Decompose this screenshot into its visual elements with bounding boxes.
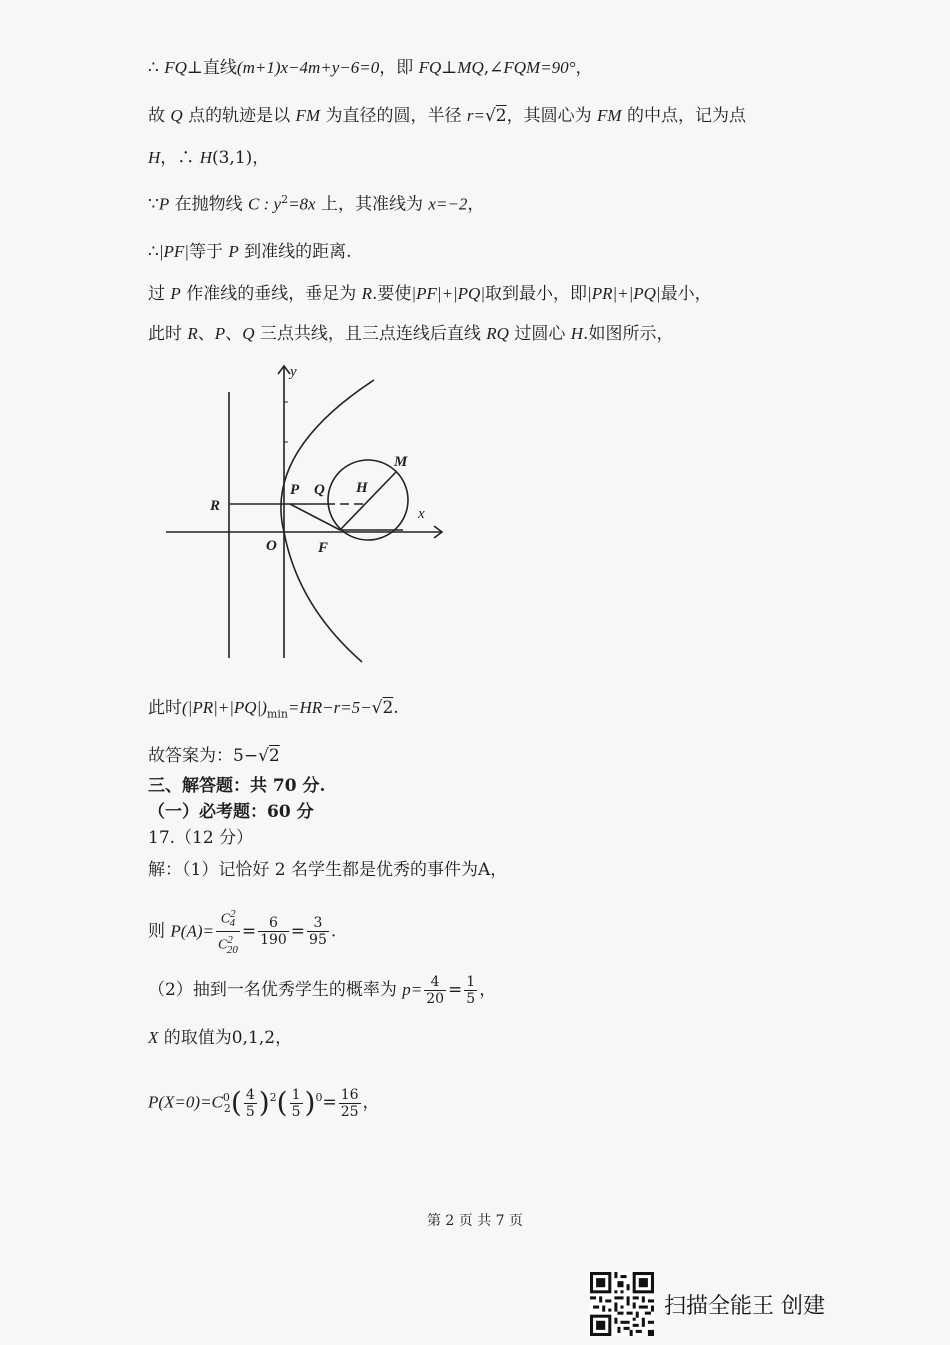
fraction bbox=[216, 906, 240, 958]
text: 则 bbox=[148, 921, 171, 942]
text: = bbox=[290, 921, 306, 942]
text: = bbox=[448, 980, 463, 1000]
math: 2 bbox=[495, 106, 507, 126]
fraction bbox=[339, 1087, 361, 1120]
text-line-6 bbox=[148, 282, 712, 306]
text: 最小， bbox=[660, 284, 712, 304]
math: Q bbox=[242, 324, 255, 343]
qr-code-icon bbox=[590, 1272, 654, 1336]
text: ，其圆心为 bbox=[506, 106, 598, 126]
label-h: H bbox=[356, 480, 368, 496]
diameter-fm bbox=[340, 472, 396, 530]
math: P(A)= bbox=[170, 921, 214, 941]
text: 点的轨迹是以 bbox=[182, 106, 296, 126]
text: ， bbox=[467, 194, 485, 215]
label-y: y bbox=[290, 364, 297, 380]
fraction bbox=[464, 974, 477, 1007]
text: 的取值为 bbox=[158, 1028, 232, 1048]
text: 作准线的垂线，垂足为 bbox=[180, 284, 362, 304]
text: ， bbox=[479, 980, 497, 1000]
text: ∵ bbox=[148, 194, 159, 215]
parabola-circle-figure bbox=[160, 362, 450, 667]
text: 故答案为： bbox=[148, 746, 233, 766]
text: ， bbox=[362, 1092, 380, 1113]
math: R bbox=[187, 324, 198, 343]
math: 4 bbox=[245, 1086, 255, 1103]
math: |PF| bbox=[158, 242, 189, 261]
fraction bbox=[424, 974, 446, 1007]
math: P bbox=[228, 242, 239, 261]
math: FM bbox=[597, 106, 622, 125]
text-line-2: 故 Q 点的轨迹是以 FM 为直径的圆，半径 r=√2，其圆心为 FM 的中点，记为点 bbox=[148, 106, 746, 126]
math: H bbox=[148, 148, 161, 167]
math: Q bbox=[170, 106, 183, 125]
math: 1 bbox=[291, 1086, 301, 1103]
math: 2 bbox=[382, 698, 394, 718]
subscript: min bbox=[266, 707, 288, 721]
text-line-3 bbox=[148, 146, 269, 170]
text: .要使 bbox=[372, 284, 412, 304]
text: 在抛物线 bbox=[169, 194, 249, 215]
math: P bbox=[170, 284, 181, 303]
text: 此时 bbox=[148, 698, 182, 718]
math: 95 bbox=[309, 932, 327, 949]
math: |PR|+|PQ| bbox=[587, 284, 661, 303]
fraction bbox=[290, 1087, 303, 1120]
text: ， bbox=[252, 148, 270, 168]
superscript: 2 bbox=[227, 934, 233, 947]
math: RQ bbox=[486, 324, 509, 343]
scanner-watermark bbox=[590, 1272, 825, 1336]
math: 190 bbox=[260, 932, 287, 949]
math: 5 bbox=[291, 1103, 301, 1120]
math: 3 bbox=[307, 915, 329, 932]
superscript: 2 bbox=[269, 1091, 277, 1104]
text: . bbox=[393, 698, 399, 718]
label-m: M bbox=[394, 454, 408, 470]
parabola-curve bbox=[281, 380, 374, 662]
math: FQ bbox=[164, 58, 187, 77]
math: C bbox=[217, 938, 228, 954]
text: 、 bbox=[225, 324, 243, 344]
subscript: 4 bbox=[229, 917, 236, 930]
math: H bbox=[199, 148, 212, 167]
subsection-heading bbox=[148, 800, 314, 824]
label-x: x bbox=[418, 506, 425, 522]
text: 到准线的距离. bbox=[238, 242, 352, 262]
text: ，即 bbox=[379, 58, 419, 78]
text-line-15 bbox=[148, 970, 496, 1010]
text: . bbox=[330, 921, 337, 942]
text: 三点共线，且三点连线后直线 bbox=[254, 324, 487, 344]
label-p: P bbox=[290, 482, 300, 498]
text: （一）必考题：60 分 bbox=[148, 802, 314, 822]
text: ⊥直线 bbox=[186, 58, 237, 78]
math: 20 bbox=[426, 991, 445, 1007]
math: =8x bbox=[288, 194, 316, 214]
text-line-9: 故答案为：5−√2 bbox=[148, 746, 280, 766]
math: FM bbox=[295, 106, 321, 125]
math: ∠FQM=90° bbox=[489, 58, 576, 77]
math: |PF|+|PQ| bbox=[411, 284, 486, 303]
math: (m+1)x−4m+y−6=0 bbox=[236, 58, 380, 77]
label-q: Q bbox=[314, 482, 325, 498]
text: ∴ bbox=[148, 242, 159, 262]
superscript: 0 bbox=[315, 1091, 323, 1104]
math: x=−2 bbox=[428, 194, 468, 214]
math: =HR−r=5− bbox=[287, 698, 372, 717]
text: = bbox=[322, 1092, 337, 1113]
math: (|PR|+|PQ|) bbox=[182, 698, 267, 717]
math: 0,1,2 bbox=[231, 1028, 276, 1048]
text-line-5 bbox=[148, 240, 352, 264]
fraction bbox=[307, 915, 329, 948]
text: 故 bbox=[148, 106, 171, 126]
text-line-13 bbox=[148, 858, 507, 882]
math: 25 bbox=[340, 1103, 359, 1120]
text: 为直径的圆，半径 bbox=[320, 106, 467, 126]
text-line-14 bbox=[148, 906, 336, 958]
math: 5 bbox=[466, 991, 476, 1007]
text-line-17: $P(X=0)=C^0_2$( $\frac{4}{5}$ )$^2$( $\frac{1}{5}$ )$^0$= $\frac{16}{25}$ ， bbox=[148, 1086, 380, 1120]
superscript: 2 bbox=[281, 193, 289, 206]
question-number bbox=[148, 826, 253, 850]
text: 此时 bbox=[148, 324, 188, 344]
section-heading bbox=[148, 774, 325, 798]
text: 上，其准线为 bbox=[315, 194, 429, 215]
text-line-16 bbox=[148, 1026, 292, 1050]
watermark-text: 扫描全能王 创建 bbox=[664, 1293, 825, 1319]
math: P bbox=[214, 324, 226, 343]
text: ，∴ bbox=[160, 148, 200, 168]
text: , bbox=[483, 58, 490, 78]
label-o: O bbox=[266, 538, 277, 554]
math: 5− bbox=[233, 746, 259, 766]
text: （2）抽到一名优秀学生的概率为 bbox=[148, 980, 403, 1000]
math: FQ⊥MQ bbox=[418, 58, 484, 77]
math: p= bbox=[402, 980, 423, 999]
label-r: R bbox=[210, 498, 221, 514]
text: 解：（1）记恰好 2 名学生都是优秀的事件为 bbox=[148, 860, 478, 880]
subscript: 2 bbox=[223, 1102, 231, 1116]
math: 1 bbox=[466, 974, 476, 990]
fraction bbox=[258, 915, 289, 948]
fraction bbox=[244, 1087, 257, 1120]
page-number: 第 2 页 共 7 页 bbox=[426, 1213, 524, 1229]
math: r= bbox=[466, 106, 485, 125]
text: ， bbox=[575, 58, 593, 78]
text: 过 bbox=[148, 284, 171, 304]
math: 5 bbox=[245, 1103, 255, 1120]
text: ， bbox=[490, 860, 508, 880]
text: 取到最小，即 bbox=[485, 284, 588, 304]
math: A bbox=[477, 860, 491, 880]
superscript: 0 bbox=[222, 1091, 230, 1104]
text: ∴ bbox=[148, 58, 165, 78]
math: (3,1) bbox=[211, 148, 253, 168]
math: C bbox=[220, 911, 231, 927]
text-line-1 bbox=[148, 56, 592, 80]
text: 、 bbox=[197, 324, 215, 344]
math: H bbox=[570, 324, 584, 343]
math: 2 bbox=[268, 746, 280, 766]
superscript: 2 bbox=[230, 908, 236, 920]
label-f: F bbox=[318, 540, 329, 556]
text-line-4 bbox=[148, 188, 484, 217]
text: 等于 bbox=[188, 242, 229, 262]
math: P bbox=[158, 194, 170, 214]
math: R bbox=[361, 284, 372, 303]
math: 16 bbox=[340, 1086, 359, 1103]
text: = bbox=[241, 921, 257, 942]
text-line-7 bbox=[148, 322, 673, 346]
text: ， bbox=[275, 1028, 293, 1048]
math: X bbox=[148, 1028, 159, 1047]
text: 17.（12 分） bbox=[148, 828, 254, 848]
text: 过圆心 bbox=[508, 324, 571, 344]
text: 的中点，记为点 bbox=[621, 106, 746, 126]
math: 6 bbox=[258, 915, 289, 932]
math: P(X=0)=C bbox=[148, 1092, 223, 1112]
text: .如图所示， bbox=[583, 324, 674, 344]
math: 4 bbox=[424, 974, 446, 991]
subscript: 20 bbox=[226, 943, 238, 956]
text: 三、解答题：共 70 分. bbox=[148, 776, 326, 796]
math: C : y bbox=[248, 194, 282, 214]
text-line-8: 此时$(|PR|+|PQ|)_{min}=HR-r=5-√2$. bbox=[148, 698, 399, 721]
